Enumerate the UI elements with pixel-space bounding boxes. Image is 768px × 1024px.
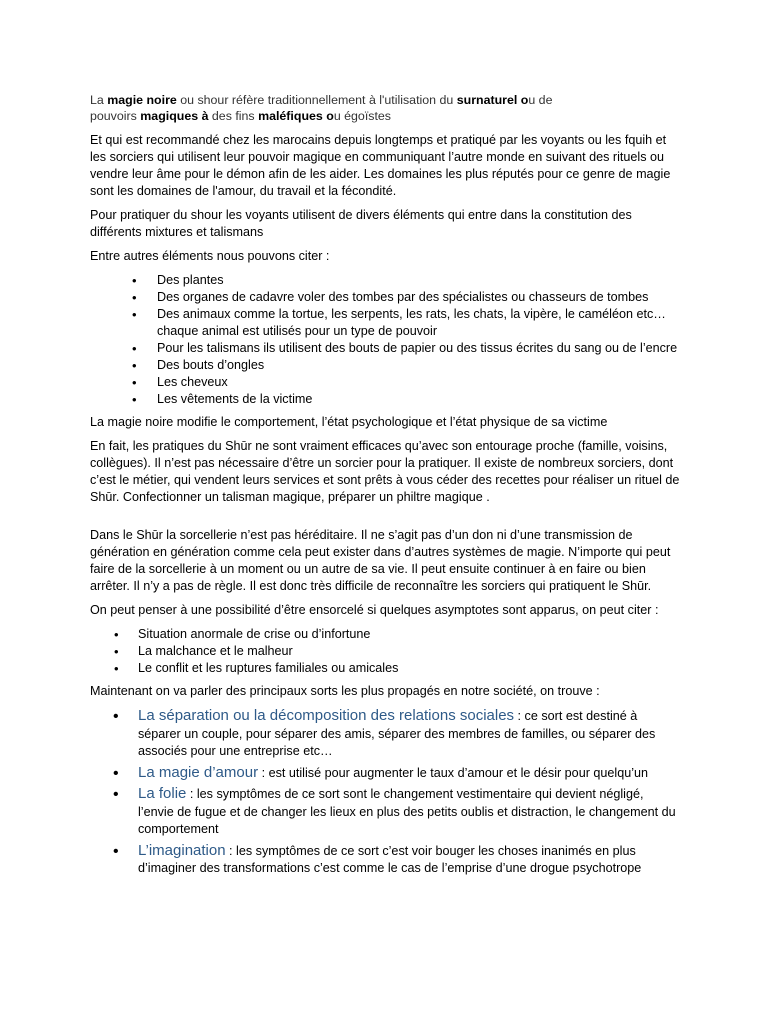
- intro-text: La: [90, 93, 108, 107]
- sort-description: : est utilisé pour augmenter le taux d’amour et le désir pour quelqu’un: [258, 765, 649, 780]
- list-item: • Les cheveux: [90, 374, 680, 391]
- intro-bold-magiques: magiques à: [140, 109, 209, 123]
- sort-description: : les symptômes de ce sort c’est voir bouger les choses inanimés en plus d’imaginer des transformations c’est comme le cas de l’emprise d’une drogue psychotrope: [138, 843, 642, 875]
- sort-title: L’imagination: [138, 841, 226, 859]
- paragraph-symptomes-intro: On peut penser à une possibilité d’être ensorcelé si quelques asymptotes sont apparus, on peut citer :: [90, 603, 659, 617]
- elements-list: [90, 272, 680, 408]
- document-page: [90, 92, 680, 881]
- sort-item: [90, 707, 680, 761]
- list-item: • Des bouts d’ongles: [90, 357, 680, 374]
- sorts-list: [90, 707, 680, 878]
- list-item: • Situation anormale de crise ou d’infortune: [90, 626, 680, 643]
- sort-title: La magie d’amour: [138, 763, 259, 781]
- list-item: • Les vêtements de la victime: [90, 391, 680, 408]
- intro-bold-surnaturel: surnaturel o: [456, 93, 529, 107]
- list-item: • Le conflit et les ruptures familiales ou amicales: [90, 660, 680, 677]
- intro-text: pouvoirs: [90, 109, 141, 123]
- sort-item: [90, 764, 680, 783]
- paragraph-citer: Entre autres éléments nous pouvons citer :: [90, 249, 330, 263]
- list-item: • La malchance et le malheur: [90, 643, 680, 660]
- intro-text: ou shour réfère traditionnellement à l'utilisation du: [176, 93, 457, 107]
- sort-title: La séparation ou la décomposition des relations sociales: [138, 707, 515, 724]
- intro-text: u égoïstes: [333, 109, 391, 123]
- list-item: • Des animaux comme la tortue, les serpents, les rats, les chats, la vipère, le caméléon etc… chaque animal est utilisés pour un type de pouvoir: [90, 306, 680, 340]
- paragraph-heredite: Dans le Shūr la sorcellerie n’est pas héréditaire. Il ne s’agit pas d’un don ni d’une transmission de génération en génération comme cela peut exister dans d’autres systèmes de magie. N’importe qui peut faire de la sorcellerie à un moment ou un autre de sa vie. Il peut ensuite continuer à en faire ou bien arrêter. Il n’y a pas de règle. Il est donc très difficile de reconnaître les sorciers qui pratiquent le Shūr.: [90, 528, 671, 593]
- sort-title: La folie: [138, 785, 187, 802]
- intro-text: des fins: [208, 109, 259, 123]
- intro-text: u de: [528, 93, 553, 107]
- signs-list: [90, 626, 680, 677]
- sort-item: [90, 785, 680, 839]
- intro-bold-magie-noire: magie noire: [107, 93, 177, 107]
- sort-description: : ce sort est destiné à séparer un couple, pour séparer des amis, séparer des membres de familles, ou séparer des associés pour une entreprise etc…: [138, 709, 656, 758]
- list-item: • Des organes de cadavre voler des tombes par des spécialistes ou chasseurs de tombes: [90, 289, 680, 306]
- sort-item: [90, 842, 680, 878]
- list-item: • Pour les talismans ils utilisent des bouts de papier ou des tissus écrites du sang ou de l’encre: [90, 340, 680, 357]
- paragraph-sorts-intro: Maintenant on va parler des principaux sorts les plus propagés en notre société, on trouve :: [90, 684, 600, 698]
- intro-bold-malefiques: maléfiques o: [258, 109, 334, 123]
- paragraph-pratiques: En fait, les pratiques du Shūr ne sont vraiment efficaces qu’avec son entourage proche (famille, voisins, collègues). Il n’est pas nécessaire d’être un sorcier pour la pratiquer. Il existe de nombreux sorciers, dont c’est le métier, qui vendent leurs services et sont prêts à vous céder des recettes pour réaliser un rituel de Shūr. Confectionner un talisman magique, préparer un philtre magique .: [90, 439, 680, 504]
- paragraph-effets: La magie noire modifie le comportement, l’état psychologique et l’état physique de sa victime: [90, 415, 608, 429]
- paragraph-elements-intro: Pour pratiquer du shour les voyants utilisent de divers éléments qui entre dans la constitution des différents mixtures et talismans: [90, 208, 632, 239]
- list-item: • Des plantes: [90, 272, 680, 289]
- sort-description: : les symptômes de ce sort sont le changement vestimentaire qui devient négligé, l’envie de fugue et de changer les lieux en plus des petits oublis et distraction, le changement du comportement: [138, 787, 676, 836]
- spacer: [90, 513, 680, 527]
- paragraph-recommandation: Et qui est recommandé chez les marocains depuis longtemps et pratiqué par les voyants ou les fquih et les sorciers qui utilisent leur pouvoir magique en communiquant l’autre monde en suivant des rituels ou vendre leur âme pour le démon afin de les aider. Les domaines les plus réputés pour ce genre de magie sont les domaines de l'amour, du travail et la fécondité.: [90, 133, 671, 198]
- intro-paragraph: [90, 92, 680, 124]
